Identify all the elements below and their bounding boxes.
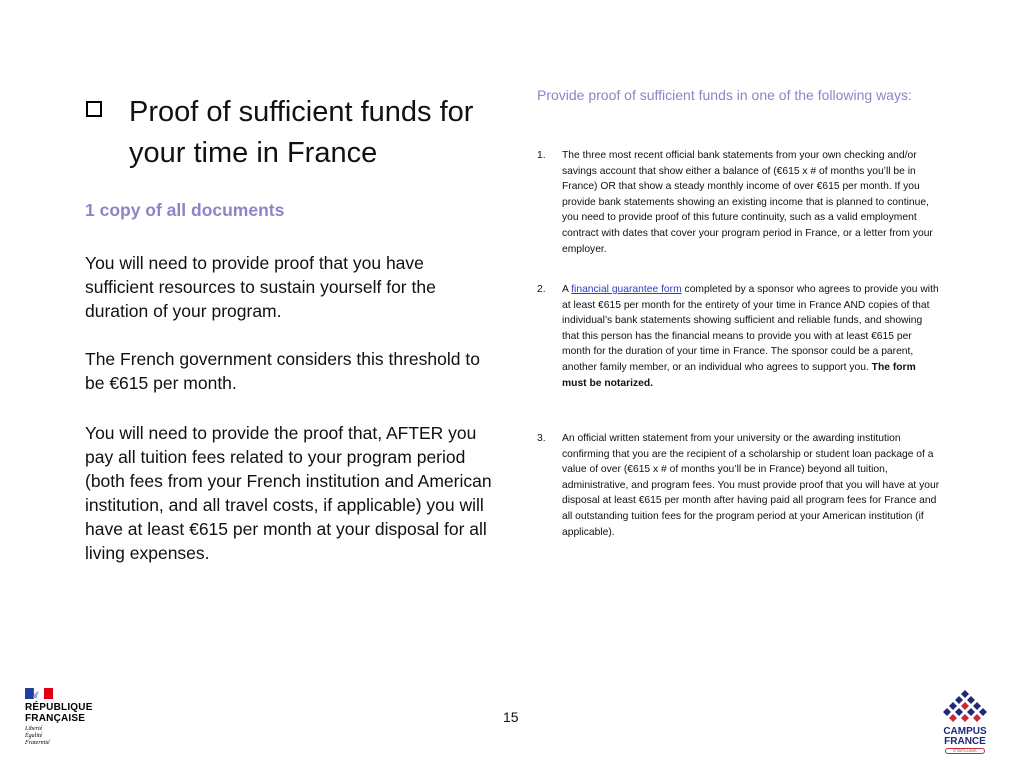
ways-intro: Provide proof of sufficient funds in one of the following ways:	[537, 87, 912, 103]
paragraph-proof-resources: You will need to provide proof that you have sufficient resources to sustain yourself for the duration of your program.	[85, 253, 436, 321]
paragraph-threshold: The French government considers this threshold to be €615 per month.	[85, 349, 480, 393]
cf-line1: CAMPUS	[943, 726, 987, 737]
financial-guarantee-form-link[interactable]: financial guarantee form	[571, 284, 682, 295]
page-title: Proof of sufficient funds for your time in France	[129, 96, 474, 169]
checkbox-bullet-icon	[86, 101, 102, 117]
paragraph-after-tuition: You will need to provide the proof that, AFTER you pay all tuition fees related to your program period (both fees from your French institution and American institution, and all travel costs, if applicable) you will have at least €615 per month at your disposal for all living expenses.	[85, 423, 492, 563]
rf-line2: FRANÇAISE	[25, 713, 86, 724]
copies-heading: 1 copy of all documents	[85, 200, 285, 220]
list-item-bank-statements	[537, 148, 940, 257]
rf-line1: RÉPUBLIQUE	[25, 702, 93, 713]
list-number: 1.	[537, 150, 546, 161]
cf-line2: FRANCE	[944, 736, 986, 747]
rf-motto3: Fraternité	[25, 740, 50, 746]
list-item-text: An official written statement from your university or the awarding institution confirming that you are the recipient of a scholarship or student loan package of a value of over (€615 x # of months you’ll be in France) beyond all tuition, administrative, and program fees. You must provide proof that you will have at your disposal at least €615 per month after having paid all program fees for France and all outstanding tuition fees for the program period at your American institution (if applicable).	[562, 433, 940, 538]
rf-motto1: Liberté	[25, 726, 43, 732]
item-prefix: A	[562, 284, 569, 295]
republique-francaise-logo	[25, 688, 120, 752]
marianne-flag-icon	[25, 688, 53, 699]
campus-france-diamonds-icon	[940, 690, 990, 724]
list-item-text	[562, 282, 940, 391]
list-item-guarantee-form	[537, 282, 940, 391]
list-number: 2.	[537, 284, 546, 295]
rf-motto2: Égalité	[25, 733, 43, 739]
list-item-scholarship-statement	[537, 431, 940, 540]
page-number: 15	[503, 709, 519, 725]
notarized-note: The form must be notarized.	[562, 361, 916, 389]
list-number: 3.	[537, 433, 546, 444]
campus-france-logo	[934, 690, 996, 754]
item-body: completed by a sponsor who agrees to provide you with at least €615 per month for the entirety of your time in France AND copies of that individual’s bank statements showing sufficient and reliable funds, and showing that this person has the financial means to provide you with at least €615 per month for the duration of your time in France. The sponsor could be a parent, another family member, or an individual who agrees to support you.	[562, 284, 939, 373]
list-item-text: The three most recent official bank statements from your own checking and/or savings account that show either a balance of (€615 x # of months you’ll be in France) OR that show a steady monthly income of over €615 per month. If you provide bank statements showing an existing income that is planned to continue, you need to provide proof of this future continuity, such as a valid employment contract with dates that cover your program period in France, or a letter from your employer.	[562, 150, 933, 255]
cf-etats-unis: ÉTATS-UNIS	[945, 748, 985, 754]
